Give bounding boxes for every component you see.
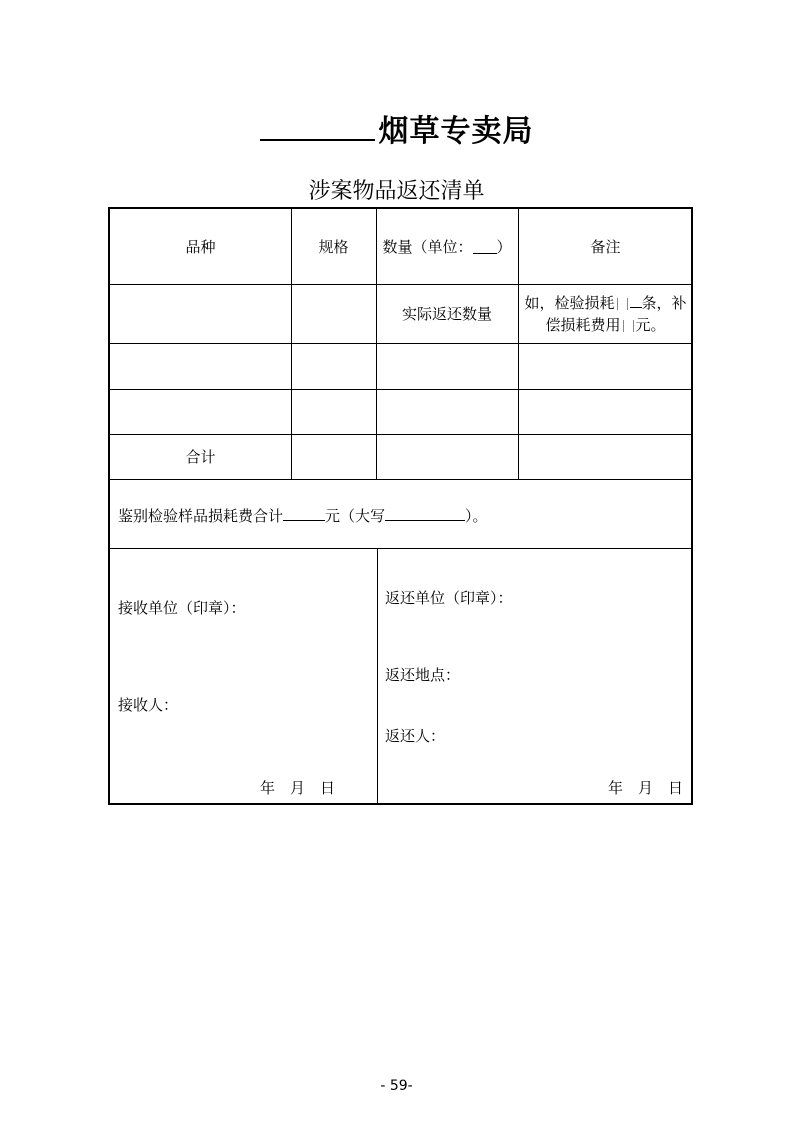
blank-box[interactable]: [623, 320, 634, 332]
amount-uppercase-blank[interactable]: [385, 506, 465, 521]
remarks-note-line2: 偿损耗费用 元。: [545, 315, 666, 334]
header-variety: 品种: [185, 237, 216, 256]
bureau-title-text: 烟草专卖局: [378, 114, 534, 149]
row-divider: [110, 548, 693, 549]
blank-box[interactable]: [617, 298, 628, 310]
total-label: 合计: [185, 447, 216, 466]
return-list-table: [108, 207, 693, 805]
return-unit-label: 返还单位（印章）：: [385, 589, 513, 607]
receiver-person-label: 接收人：: [118, 696, 179, 714]
remarks-note: [518, 284, 693, 343]
loss-fee-line: 鉴别检验样品损耗费合计 元（大写 ）。: [118, 507, 488, 525]
form-title: [0, 106, 793, 150]
unit-blank[interactable]: [473, 239, 497, 254]
return-date: 年 月 日: [608, 779, 684, 797]
amount-blank[interactable]: [283, 506, 325, 521]
receiver-date: 年 月 日: [260, 779, 336, 797]
col-divider: [377, 548, 378, 805]
header-quantity: [376, 209, 518, 284]
bureau-name-blank: [260, 113, 375, 141]
header-quantity-label: 数量（单位：: [382, 237, 473, 256]
return-person-label: 返还人：: [385, 727, 446, 745]
row-divider: [110, 479, 693, 480]
remarks-note-line1: 如，检验损耗 条，补: [524, 293, 687, 312]
receiver-unit-label: 接收单位（印章）：: [118, 599, 246, 617]
form-subtitle: 涉案物品返还清单: [308, 179, 485, 204]
return-place-label: 返还地点：: [385, 666, 461, 684]
header-quantity-close: ）: [496, 237, 512, 256]
blank-line[interactable]: [630, 293, 642, 308]
header-spec: 规格: [318, 237, 349, 256]
row-divider: [110, 389, 693, 390]
row-divider: [110, 343, 693, 344]
page-number: - 59-: [380, 1078, 413, 1094]
actual-return-quantity: 实际返还数量: [401, 304, 492, 323]
header-remarks: 备注: [590, 237, 621, 256]
